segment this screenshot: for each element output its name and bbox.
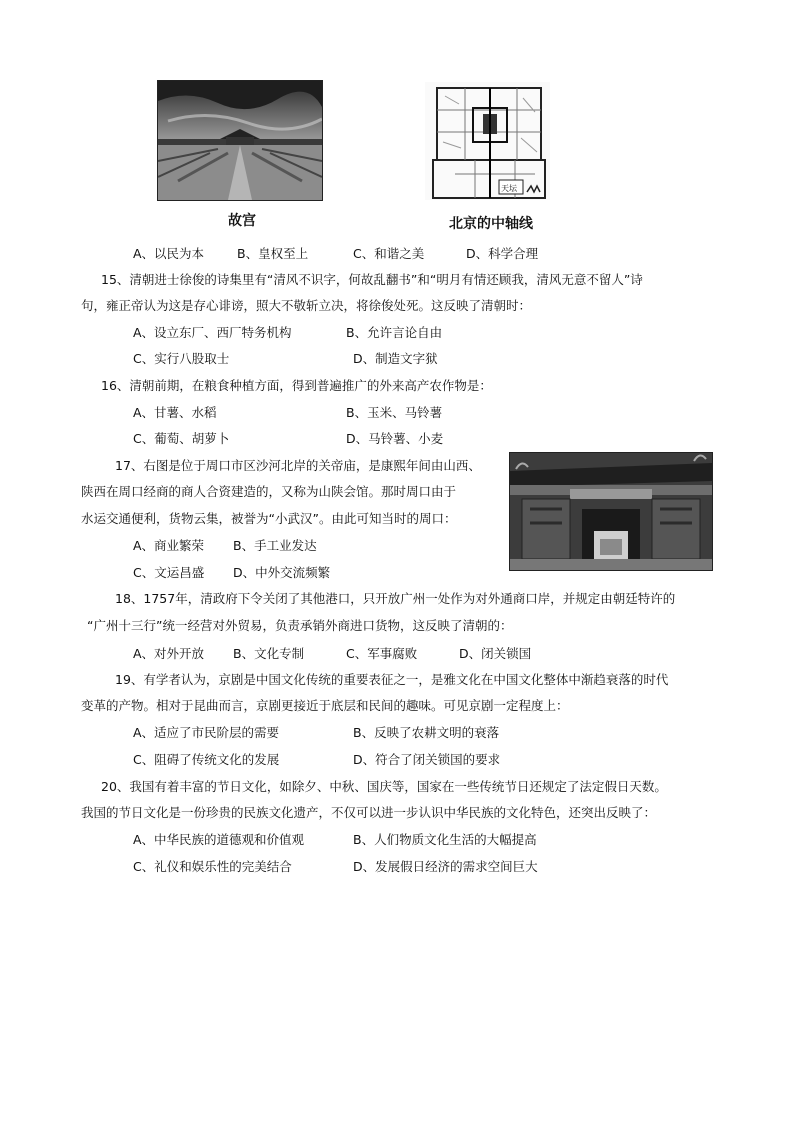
q18-stem-line-1: 18、1757年，清政府下令关闭了其他港口，只开放广州一处作为对外通商口岸，并规定由朝廷特许的 (115, 591, 676, 606)
axis-caption: 北京的中轴线 (449, 216, 533, 232)
q19-option-d: D、符合了闭关锁国的要求 (353, 752, 501, 767)
q19-option-a: A、适应了市民阶层的需要 (133, 725, 280, 740)
q20-option-c: C、礼仪和娱乐性的完美结合 (133, 859, 292, 874)
q18-option-c: C、军事腐败 (346, 646, 418, 661)
q17-option-c: C、文运昌盛 (133, 565, 205, 580)
q16-option-d: D、马铃薯、小麦 (346, 431, 444, 446)
q19-stem-line-2: 变革的产物。相对于昆曲而言，京剧更接近于底层和民间的趣味。可见京剧一定程度上： (81, 698, 569, 713)
q17-stem-line-2: 陕西在周口经商的商人合资建造的，又称为山陕会馆。那时周口由于 (81, 484, 457, 499)
q17-stem-line-1: 17、右图是位于周口市区沙河北岸的关帝庙，是康熙年间由山西、 (115, 458, 481, 473)
q16-stem-line-1: 16、清朝前期，在粮食种植方面，得到普遍推广的外来高产农作物是： (101, 378, 492, 393)
q20-option-d: D、发展假日经济的需求空间巨大 (353, 859, 538, 874)
q15-stem-line-1: 15、清朝进士徐俊的诗集里有“清风不识字，何故乱翻书”和“明月有情还顾我，清风无意不留人”诗 (101, 272, 643, 287)
q16-option-a: A、甘薯、水稻 (133, 405, 217, 420)
central-axis-map (425, 82, 550, 200)
q20-option-b: B、人们物质文化生活的大幅提高 (353, 832, 537, 847)
forbidden-city-photo (157, 80, 323, 201)
q17-stem-line-3: 水运交通便利，货物云集，被誉为“小武汉”。由此可知当时的周口： (81, 511, 457, 526)
q20-option-a: A、中华民族的道德观和价值观 (133, 832, 305, 847)
temple-of-heaven-label: 天坛 (501, 184, 517, 193)
q18-stem-line-2: “广州十三行”统一经营对外贸易，负责承销外商进口货物，这反映了清朝的： (87, 618, 513, 633)
guandi-temple-drawing (510, 453, 712, 570)
q20-stem-line-1: 20、我国有着丰富的节日文化，如除夕、中秋、国庆等，国家在一些传统节日还规定了法定假日天数。 (101, 779, 667, 794)
q19-option-b: B、反映了农耕文明的衰落 (353, 725, 500, 740)
q20-stem-line-2: 我国的节日文化是一份珍贵的民族文化遗产，不仅可以进一步认识中华民族的文化特色，还突出反映了： (81, 805, 657, 820)
q15-stem-line-2: 句，雍正帝认为这是存心诽谤，照大不敬斩立决，将徐俊处死。这反映了清朝时： (81, 298, 532, 313)
q16-option-c: C、葡萄、胡萝卜 (133, 431, 230, 446)
guandi-temple-photo (509, 452, 713, 571)
q15-option-c: C、实行八股取士 (133, 351, 230, 366)
palace-caption: 故宫 (228, 213, 256, 229)
q14-option-b: B、皇权至上 (237, 246, 309, 261)
q19-option-c: C、阻碍了传统文化的发展 (133, 752, 280, 767)
q19-stem-line-1: 19、有学者认为，京剧是中国文化传统的重要表征之一，是雅文化在中国文化整体中渐趋衰落的时代 (115, 672, 669, 687)
forbidden-city-drawing (158, 81, 322, 200)
q14-option-d: D、科学合理 (466, 246, 539, 261)
q14-option-a: A、以民为本 (133, 246, 205, 261)
q18-option-a: A、对外开放 (133, 646, 205, 661)
q15-option-a: A、设立东厂、西厂特务机构 (133, 325, 292, 340)
q16-option-b: B、玉米、马铃薯 (346, 405, 443, 420)
q17-option-b: B、手工业发达 (233, 538, 317, 553)
q17-option-a: A、商业繁荣 (133, 538, 205, 553)
q18-option-b: B、文化专制 (233, 646, 305, 661)
q18-option-d: D、闭关锁国 (459, 646, 532, 661)
q14-option-c: C、和谐之美 (353, 246, 425, 261)
q15-option-b: B、允许言论自由 (346, 325, 443, 340)
q17-option-d: D、中外交流频繁 (233, 565, 331, 580)
q15-option-d: D、制造文字狱 (353, 351, 438, 366)
central-axis-drawing (425, 82, 550, 200)
